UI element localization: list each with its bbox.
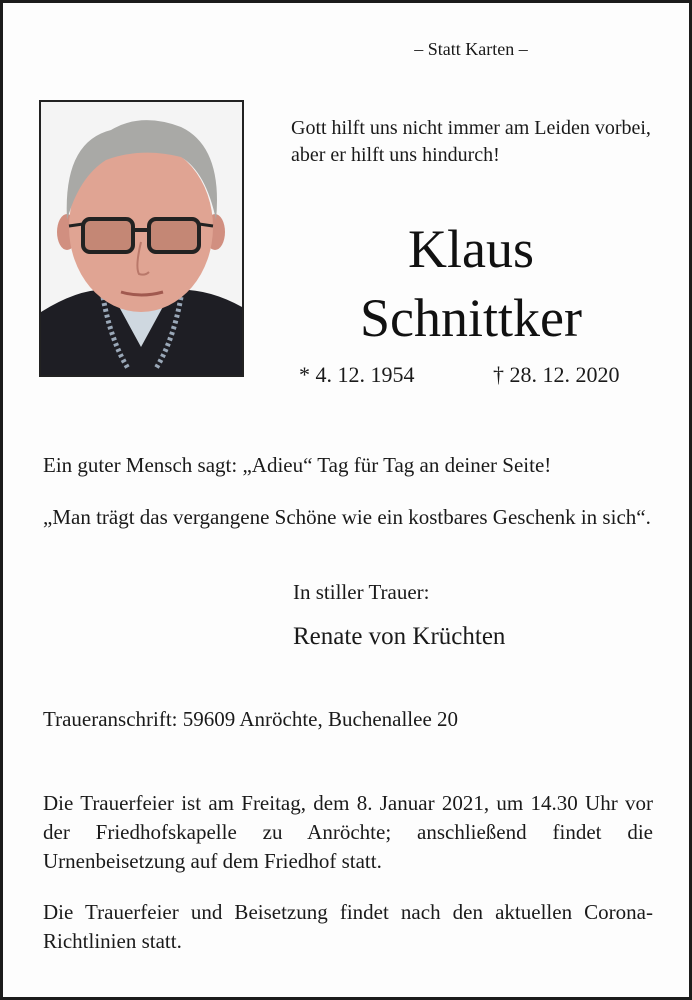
farewell-line: Ein guter Mensch sagt: „Adieu“ Tag für Tag an deiner Seite! xyxy=(43,453,552,477)
ceremony-details: Die Trauerfeier ist am Freitag, dem 8. Januar 2021, um 14.30 Uhr vor der Friedhofskapelle zu Anröchte; anschließend findet die Urnenbeisetzung auf dem Friedhof statt. xyxy=(43,791,653,873)
mourner-name: Renate von Krüchten xyxy=(293,623,506,650)
header-statt-karten: – Statt Karten – xyxy=(414,39,528,59)
deceased-last-name: Schnittker xyxy=(360,288,582,348)
opening-quote: Gott hilft uns nicht immer am Leiden vorbei, aber er hilft uns hindurch! xyxy=(291,117,651,166)
birth-date: * 4. 12. 1954 xyxy=(299,362,415,387)
covid-note: Die Trauerfeier und Beisetzung findet nach den aktuellen Corona-Richtlinien statt. xyxy=(43,900,653,953)
deceased-first-name: Klaus xyxy=(408,219,534,279)
mourning-label: In stiller Trauer: xyxy=(293,580,430,604)
portrait-illustration xyxy=(41,102,242,375)
portrait-photo xyxy=(39,100,244,377)
death-date: † 28. 12. 2020 xyxy=(493,362,620,387)
memory-quote: „Man trägt das vergangene Schöne wie ein kostbares Geschenk in sich“. xyxy=(43,505,651,529)
mourning-address: Traueranschrift: 59609 Anröchte, Buchenallee 20 xyxy=(43,707,459,731)
